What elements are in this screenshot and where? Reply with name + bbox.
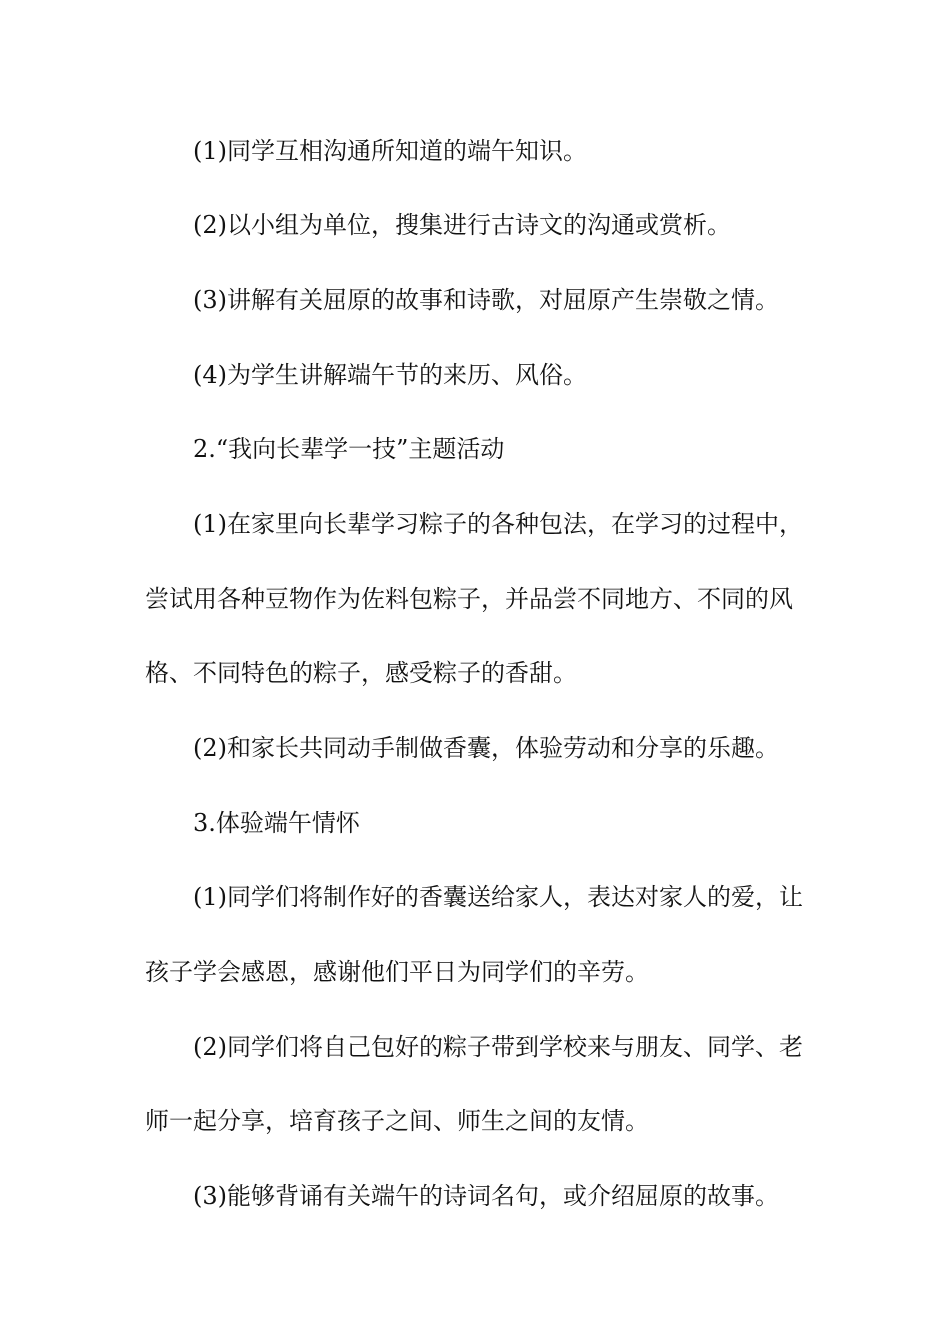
paragraph-line: (3)能够背诵有关端午的诗词名句，或介绍屈原的故事。	[193, 1182, 779, 1210]
paragraph-line: 尝试用各种豆物作为佐料包粽子，并品尝不同地方、不同的风	[145, 585, 793, 613]
paragraph-line: 孩子学会感恩，感谢他们平日为同学们的辛劳。	[145, 958, 649, 986]
section-heading: 3.体验端午情怀	[193, 809, 360, 837]
paragraph-line: (2)以小组为单位，搜集进行古诗文的沟通或赏析。	[193, 211, 731, 239]
paragraph-line: (4)为学生讲解端午节的来历、风俗。	[193, 361, 587, 389]
paragraph-line: 师一起分享，培育孩子之间、师生之间的友情。	[145, 1107, 649, 1135]
paragraph-line: (1)同学们将制作好的香囊送给家人，表达对家人的爱，让	[193, 883, 803, 911]
section-heading: 2.“我向长辈学一技”主题活动	[193, 435, 505, 463]
paragraph-line: (2)和家长共同动手制做香囊，体验劳动和分享的乐趣。	[193, 734, 779, 762]
paragraph-line: (1)同学互相沟通所知道的端午知识。	[193, 137, 587, 165]
paragraph-line: 格、不同特色的粽子，感受粽子的香甜。	[145, 659, 577, 687]
paragraph-line: (1)在家里向长辈学习粽子的各种包法，在学习的过程中，	[193, 510, 803, 538]
paragraph-line: (3)讲解有关屈原的故事和诗歌，对屈原产生崇敬之情。	[193, 286, 779, 314]
paragraph-line: (2)同学们将自己包好的粽子带到学校来与朋友、同学、老	[193, 1033, 803, 1061]
